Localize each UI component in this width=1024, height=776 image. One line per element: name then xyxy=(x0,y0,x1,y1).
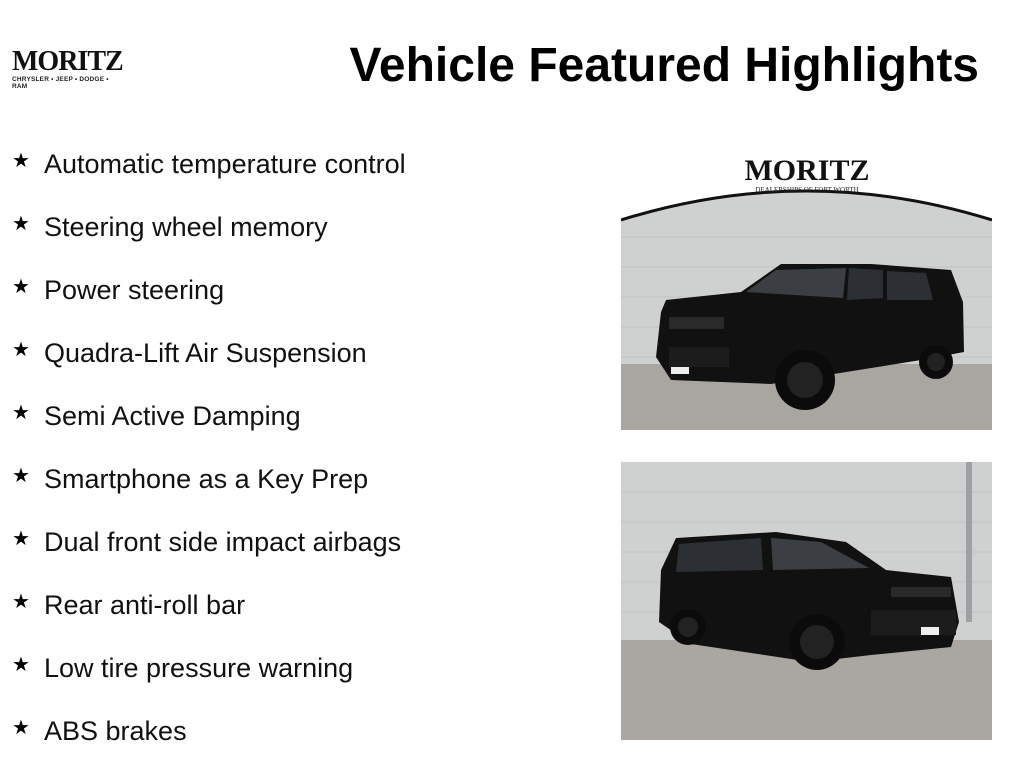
feature-label: Power steering xyxy=(44,275,225,305)
license-plate xyxy=(671,367,689,374)
dealer-logo xyxy=(12,46,123,90)
star-icon: ★ xyxy=(12,465,30,487)
feature-label: Low tire pressure warning xyxy=(44,653,354,683)
feature-item xyxy=(12,272,406,335)
vehicle-photo-front xyxy=(621,152,992,430)
feature-label: ABS brakes xyxy=(44,716,187,746)
feature-label: Automatic temperature control xyxy=(44,149,406,179)
star-icon: ★ xyxy=(12,339,30,361)
license-plate xyxy=(921,627,939,635)
feature-item xyxy=(12,524,406,587)
page-title: Vehicle Featured Highlights xyxy=(349,39,979,92)
feature-label: Steering wheel memory xyxy=(44,212,328,242)
feature-label: Rear anti-roll bar xyxy=(44,590,246,620)
drainpipe xyxy=(966,462,972,622)
star-icon: ★ xyxy=(12,402,30,424)
feature-item xyxy=(12,335,406,398)
sign-name: MORITZ xyxy=(744,154,870,187)
feature-label: Dual front side impact airbags xyxy=(44,527,402,557)
feature-item xyxy=(12,146,406,209)
feature-item xyxy=(12,713,406,776)
star-icon: ★ xyxy=(12,276,30,298)
star-icon: ★ xyxy=(12,150,30,172)
feature-item xyxy=(12,398,406,461)
feature-item xyxy=(12,650,406,713)
vehicle-photo-side xyxy=(621,462,992,740)
sign-sub: DEALERSHIPS OF FORT WORTH xyxy=(755,186,859,194)
star-icon: ★ xyxy=(12,213,30,235)
star-icon: ★ xyxy=(12,528,30,550)
logo-name: MORITZ xyxy=(12,46,123,77)
feature-list xyxy=(12,146,406,776)
feature-item xyxy=(12,209,406,272)
star-icon: ★ xyxy=(12,654,30,676)
feature-label: Smartphone as a Key Prep xyxy=(44,464,369,494)
feature-label: Semi Active Damping xyxy=(44,401,301,431)
logo-brands: CHRYSLER • JEEP • DODGE • RAM xyxy=(12,76,109,90)
feature-item xyxy=(12,587,406,650)
star-icon: ★ xyxy=(12,717,30,739)
feature-item xyxy=(12,461,406,524)
star-icon: ★ xyxy=(12,591,30,613)
feature-label: Quadra-Lift Air Suspension xyxy=(44,338,367,368)
